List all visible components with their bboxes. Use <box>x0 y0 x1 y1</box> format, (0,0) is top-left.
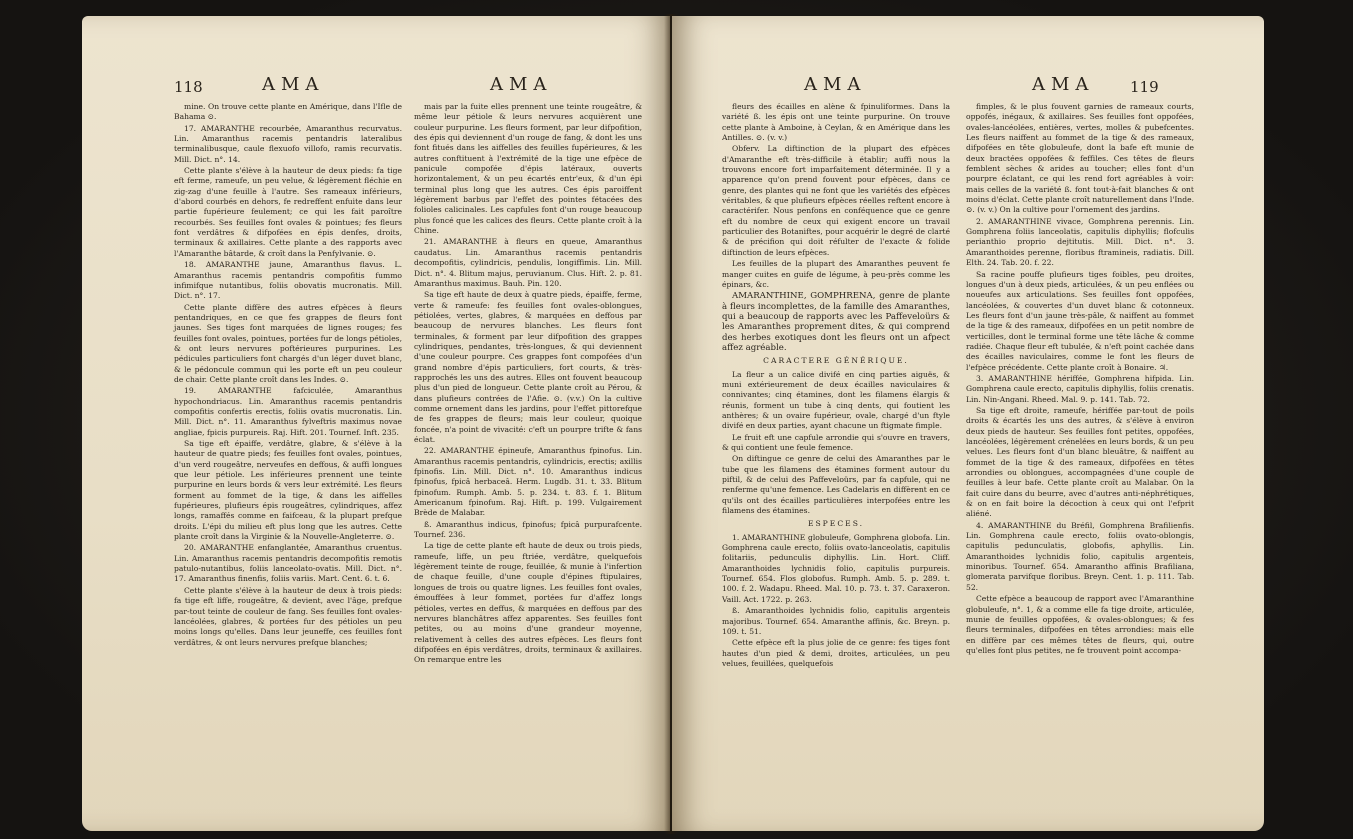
left-page <box>82 16 670 831</box>
paragraph: 21. AMARANTHE à fleurs en queue, Amaranthus caudatus. Lin. Amaranthus racemis pentandris decompofitis, cylindricis, pendulis, longiffimis. Lin. Mill. Dict. n°. 4. Blitum majus, peruvianum. Clus. Hift. 2. p. 81. Amaranthus maximus. Bauh. Pin. 120. <box>414 237 642 288</box>
paragraph: Sa tige eft droite, rameufe, hériffée par-tout de poils droits & écartés les uns des autres, & s'élève à environ deux pieds de hauteur. Ses feuilles font petites, oppofées, lancéolées, légèrement crénelées en leurs bords, & un peu velues. Les fleurs font d'un blanc bleuâtre, & naiffent au fommet de la tige & des rameaux, difpofées en têtes arrondies ou oblongues, accompagnées d'une couple de feuilles à leur bafe. Cette plante croît au Malabar. On la fait cuire dans du beurre, avec d'autres anti-néphrétiques, & on en fait boire la décoction à ceux qui ont l'efprit aliéné. <box>966 405 1194 519</box>
paragraph: 20. AMARANTHE enfanglantée, Amaranthus cruentus. Lin. Amaranthus racemis pentandris decompofitis remotis patulo-nutantibus, foliis lanceolato-ovatis. Mill. Dict. n°. 17. Amaranthus finenfis, foliis variis. Mart. Cent. 6. t. 6. <box>174 543 402 584</box>
paragraph: Sa tige eft haute de deux à quatre pieds, épaiffe, ferme, verte & rameufe: fes feuilles font ovales-oblongues, pétiolées, vertes, glabres, & marquées en deffous par beaucoup de nervures blanches. Les fleurs font terminales, & forment par leur difpofition des grappes cylindriques, pendantes, très-longues, & qui deviennent d'une couleur pourpre. Ces grappes font compofées d'un grand nombre d'épis particuliers, fort courts, & très-rapprochés les uns des autres. Elles ont fouvent beaucoup plus d'un pied de longueur. Cette plante croît au Pérou, & dans plufieurs contrées de l'Afie. ⊙. (v.v.) On la cultive comme ornement dans les jardins, pour l'effet pittorefque de fes grappes de fleurs; mais leur couleur, quoique foncée, n'a point de vivacité: c'eft un pourpre trifte & fans éclat. <box>414 290 642 444</box>
paragraph: Sa racine pouffe plufieurs tiges foibles, peu droites, longues d'un à deux pieds, articulées, & un peu enflées ou noueufes aux articulations. Ses feuilles font oppofées, lancéolées, & couvertes d'un duvet blanc & cotonneux. Les fleurs font d'un jaune très-pâle, & naiffent au fommet de la tige & des rameaux, difpofées en un petit nombre de verticilles, dont le terminal forme une tête lâche & comme radiée. Chaque fleur eft tubulée, & n'eft point cachée dans des écailles naviculaires, comme le font les fleurs de l'efpèce précédente. Cette plante croît à Bonaire. ♃. <box>966 269 1194 372</box>
paragraph: 1. AMARANTHINE globuleufe, Gomphrena globofa. Lin. Gomphrena caule erecto, foliis ovato-lanceolatis, capitulis folitariis, pedunculis diphyllis. Lin. Hort. Cliff. Amaranthoides lychnidis folio, capitulis purpureis. Tournef. 654. Flos globofus. Rumph. Amb. 5. p. 289. t. 100. f. 2. Wadapu. Rheed. Mal. 10. p. 73. t. 37. Caraxeron. Vaill. Act. 1722. p. 263. <box>722 532 950 604</box>
running-headword: AMA <box>262 74 325 95</box>
page-number: 118 <box>174 78 203 96</box>
paragraph: 22. AMARANTHE épineufe, Amaranthus fpinofus. Lin. Amaranthus racemis pentandris, cylindricis, erectis; axillis fpinofis. Lin. Mill. Dict. n°. 10. Amaranthus indicus fpinofus, fpicâ herbaceâ. Herm. Lugdb. 31. t. 33. Blitum fpinofum. Rumph. Amb. 5. p. 234. t. 83. f. 1. Blitum Americanum fpinofum. Raj. Hift. p. 199. Vulgairement Brède de Malabar. <box>414 446 642 518</box>
paragraph: mais par la fuite elles prennent une teinte rougeâtre, & même leur pétiole & leurs nervures acquièrent une couleur purpurine. Les fleurs forment, par leur difpofition, des épis qui deviennent d'un rouge de fang, & dont les uns font fitués dans les aiffelles des feuilles fupérieures, & les autres conftituent à l'extrémité de la tige une efpèce de panicule compofée d'épis latéraux, ouverts horizontalement, & un peu écartés entr'eux, & d'un épi terminal plus long que les autres. Ces épis paroiffent légèrement barbus par l'effet des pointes fétacées des folioles calicinales. Les capfules font d'un rouge beaucoup plus foncé que les calices des fleurs. Cette plante croît à la Chine. <box>414 102 642 236</box>
running-headword: AMA <box>804 74 867 95</box>
paragraph: fleurs des écailles en alène & fpinuliformes. Dans la variété ß. les épis ont une teinte purpurine. On trouve cette plante à Amboine, à Ceylan, & en Amérique dans les Antilles. ⊙. (v. v.) <box>722 102 950 143</box>
paragraph: Cette efpèce eft la plus jolie de ce genre: fes tiges font hautes d'un pied & demi, droites, articulées, un peu velues, feuillées, quelquefois <box>722 638 950 668</box>
paragraph: 17. AMARANTHE recourbée, Amaranthus recurvatus. Lin. Amaranthus racemis pentandris lateralibus terminalibusque, caule flexuofo villofo, ramis recurvatis. Mill. Dict. n°. 14. <box>174 123 402 164</box>
paragraph: AMARANTHINE, GOMPHRENA, genre de plante à fleurs incomplettes, de la famille des Amaranthes, qui a beaucoup de rapports avec les Paffeveloürs & les Amaranthes proprement dites, & qui comprend des herbes exotiques dont les fleurs ont un afpect affez agréable. <box>722 291 950 353</box>
paragraph: Cette efpèce a beaucoup de rapport avec l'Amaranthine globuleufe, n°. 1, & a comme elle fa tige droite, articulée, munie de feuilles oppofées, & ovales-oblongues; & fes fleurs terminales, difpofées en têtes arrondies: mais elle en diffère par ces mêmes têtes de fleurs, qui, outre qu'elles font plus petites, ne fe trouvent point accompa- <box>966 594 1194 655</box>
paragraph: 19. AMARANTHE fafciculée, Amaranthus hypochondriacus. Lin. Amaranthus racemis pentandris compofitis confertis erectis, foliis ovatis mucronatis. Lin. Mill. Dict. n°. 11. Amaranthus fylveftris maximus novae angliae, fpicis purpureis. Raj. Hift. 201. Tournef. Inft. 235. <box>174 386 402 437</box>
left-running-head <box>82 74 670 100</box>
paragraph: Cette plante s'élève à la hauteur de deux pieds: fa tige eft ferme, rameufe, un peu velue, & légèrement fléchie en zig-zag d'une feuille à l'autre. Ses rameaux inférieurs, d'abord courbés en dehors, fe redreffent enfuite dans leur partie fupérieure feulement; ce qui les fait paroître recourbés. Ses feuilles font ovales & pointues; fes fleurs font verdâtres & difpofées en épis denfes, droits, terminaux & axillaires. Cette plante a des rapports avec l'Amaranthe bâtarde, & croît dans la Penfylvanie. ⊙. <box>174 166 402 258</box>
paragraph: 3. AMARANTHINE hériffée, Gomphrena hifpida. Lin. Gomphrena caule erecto, capitulis diphyllis, foliis crenatis. Lin. Nin-Angani. Rheed. Mal. 9. p. 141. Tab. 72. <box>966 373 1194 404</box>
paragraph: Sa tige eft épaiffe, verdâtre, glabre, & s'élève à la hauteur de quatre pieds; fes feuilles font ovales, pointues, d'un verd rougeâtre, nerveufes en deffous, & auffi longues que leur pétiole. Les inférieures prennent une teinte purpurine en leurs bords & vers leur extrémité. Les fleurs forment au fommet de la tige, & dans les aiffelles fupérieures, plufieurs épis rougeâtres, cylindriques, affez longs, ramaffés comme en faifceau, & la plupart prefque droits. L'épi du milieu eft plus long que les autres. Cette plante croît dans la Virginie & la Nouvelle-Angleterre. ⊙. <box>174 439 402 542</box>
paragraph: Le fruit eft une capfule arrondie qui s'ouvre en travers, & qui contient une feule femence. <box>722 432 950 452</box>
paragraph: CARACTERE GÉNÉRIQUE. <box>763 356 909 366</box>
paragraph: Cette plante s'élève à la hauteur de deux à trois pieds: fa tige eft liffe, rougeâtre, & devient, avec l'âge, prefque par-tout teinte de couleur de fang. Ses feuilles font ovales-lancéolées, glabres, & portées fur des pétioles un peu moins longs qu'elles. Dans leur jeuneffe, ces feuilles font verdâtres, & ont leurs nervures prefque blanches; <box>174 585 402 647</box>
paragraph: ß. Amaranthoides lychnidis folio, capitulis argenteis majoribus. Tournef. 654. Amaranthe affinis, &c. Breyn. p. 109. t. 51. <box>722 606 950 636</box>
paragraph: ß. Amaranthus indicus, fpinofus; fpicâ purpurafcente. Tournef. 236. <box>414 519 642 540</box>
paragraph: 2. AMARANTHINE vivace, Gomphrena perennis. Lin. Gomphrena foliis lanceolatis, capitulis diphyllis; flofculis perianthio proprio dejtitutis. Mill. Dict. n°. 3. Amaranthoides perenne, floribus ftramineis, radiatis. Dill. Elth. 24. Tab. 20. f. 22. <box>966 216 1194 268</box>
right-running-head <box>672 74 1264 100</box>
paragraph: 18. AMARANTHE jaune, Amaranthus flavus. L. Amaranthus racemis pentandris compofitis fummo infimifque nutantibus, foliis obovatis mucronatis. Mill. Dict. n°. 17. <box>174 260 402 301</box>
paragraph: On diftingue ce genre de celui des Amaranthes par le tube que les filamens des étamines forment autour du piftil, & de celui des Paffeveloürs, par fa capfule, qui ne renferme qu'une femence. Les Cadelaris en diffèrent en ce qu'ils ont des écailles particulières interpofées entre les filamens des étamines. <box>722 454 950 516</box>
running-headword: AMA <box>490 74 553 95</box>
paragraph: Cette plante diffère des autres efpèces à fleurs pentandriques, en ce que fes grappes de fleurs font jaunes. Ses tiges font marquées de lignes rouges; fes feuilles font ovales, pointues, portées fur de longs pétioles, & ont leurs nervures poftérieures purpurines. Les pédicules particuliers font chargés d'un léger duvet blanc, & le pédoncule commun qui les porte eft un peu couleur de chair. Cette plante croît dans les Indes. ⊙. <box>174 302 402 384</box>
paragraph: mine. On trouve cette plante en Amérique, dans l'Ifle de Bahama ⊙. <box>174 102 402 122</box>
paragraph: La tige de cette plante eft haute de deux ou trois pieds, rameufe, liffe, un peu ftriée, verdâtre, quelquefois légèrement teinte de rouge, feuillée, & munie à l'infertion de chaque feuille, d'une couple d'épines ftipulaires, longues de trois ou quatre lignes. Les feuilles font ovales, émouffées à leur fommet, portées fur d'affez longs pétioles, vertes en deffus, & marquées en deffous par des nervures blanchâtres affez apparentes. Ses feuilles font petites, ou au moins d'une grandeur moyenne, relativement à celles des autres efpèces. Les fleurs font difpofées en épis verdâtres, droits, terminaux & axillaires. On remarque entre les <box>414 541 642 665</box>
paragraph: Obferv. La diftinction de la plupart des efpèces d'Amaranthe eft très-difficile à établir; auffi nous la trouvons encore fort imparfaitement déterminée. Il y a apparence qu'on prend fouvent pour efpèces, dans ce genre, des plantes qui ne font que les variétés des efpèces véritables, & que plufieurs efpèces réelles reftent encore à caractérifer. Nous penfons en conféquence que ce genre eft du nombre de ceux qui exigent encore un travail particulier des Botaniftes, pour acquérir le degré de clarté & de précifion qui doit réfulter de l'exacte & folide diftinction de leurs efpèces. <box>722 144 950 257</box>
paragraph: La fleur a un calice divifé en cinq parties aiguës, & muni extérieurement de deux écailles naviculaires & connivantes; cinq étamines, dont les filamens élargis & réunis, forment un tube à cinq dents, qui foutient les anthères; & un ovaire fupérieur, ovale, chargé d'un ftyle divifé en deux parties, ayant chacune un ftigmate fimple. <box>722 369 950 431</box>
running-headword: AMA <box>1032 74 1095 95</box>
right-page <box>672 16 1264 831</box>
paragraph: fimples, & le plus fouvent garnies de rameaux courts, oppofés, inégaux, & axillaires. Ses feuilles font oppofées, ovales-lancéolées, entières, vertes, molles & pubefcentes. Les fleurs naiffent au fommet de la tige & des rameaux, difpofées en tête globuleufe, dont la bafe eft munie de deux bractées oppofées & feffiles. Ces têtes de fleurs femblent sèches & arides au toucher; elles font d'un pourpre éclatant, ce qui les rend fort agréables à voir: mais celles de la variété ß. font tout-à-fait blanches & ont moins d'éclat. Cette plante croît naturellement dans l'Inde. ⊙. (v. v.) On la cultive pour l'ornement des jardins. <box>966 102 1194 215</box>
text-column <box>414 102 642 667</box>
text-column <box>722 102 950 670</box>
paragraph: Les feuilles de la plupart des Amaranthes peuvent fe manger cuites en guife de légume, à peu-près comme les épinars, &c. <box>722 259 950 289</box>
paragraph: 4. AMARANTHINE du Bréfil, Gomphrena Brafilienfis. Lin. Gomphrena caule erecto, foliis ovato-oblongis, capitulis pedunculatis, globofis, aphyllis. Lin. Amaranthoides lychnidis folio, capitulis argenteis, minoribus. Tournef. 654. Amarantho affinis Brafiliana, glomerata parvifque floribus. Breyn. Cent. 1. p. 111. Tab. 52. <box>966 520 1194 592</box>
page-number: 119 <box>1130 78 1159 96</box>
paragraph: ESPECES. <box>807 519 865 529</box>
text-column <box>966 102 1194 657</box>
text-column <box>174 102 402 649</box>
